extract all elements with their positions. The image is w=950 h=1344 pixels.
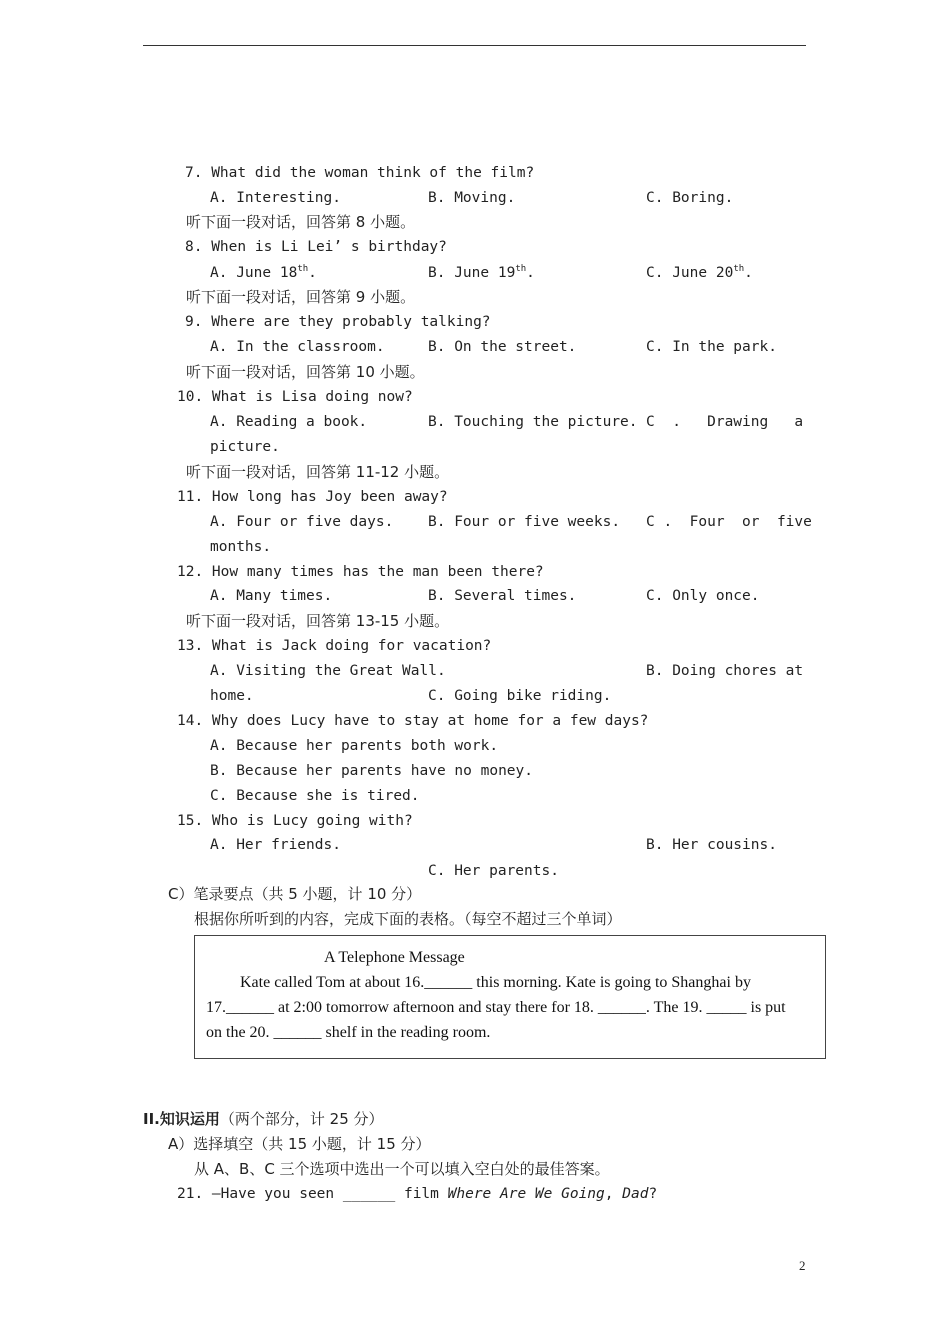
q12-option-b: B. Several times.	[428, 588, 577, 604]
instruction-9: 听下面一段对话，回答第 9 小题。	[186, 288, 416, 306]
q13-option-a: A. Visiting the Great Wall.	[210, 663, 446, 679]
question-21: 21. —Have you seen ______ film Where Are We Going, Dad?	[177, 1186, 658, 1202]
q7-option-b: B. Moving.	[428, 190, 516, 206]
question-10: 10. What is Lisa doing now?	[177, 389, 413, 405]
q8-option-b: B. June 19th.	[428, 264, 535, 281]
q12-option-a: A. Many times.	[210, 588, 333, 604]
q11-option-a: A. Four or five days.	[210, 514, 394, 530]
q11-option-b: B. Four or five weeks.	[428, 514, 621, 530]
question-7: 7. What did the woman think of the film?	[185, 165, 535, 181]
q12-option-c: C. Only once.	[646, 588, 760, 604]
section-a-instruction: 从 A、B、C 三个选项中选出一个可以填入空白处的最佳答案。	[194, 1160, 610, 1178]
section-a-title: A）选择填空（共 15 小题，计 15 分）	[168, 1135, 431, 1153]
q15-option-a: A. Her friends.	[210, 837, 341, 853]
question-12: 12. How many times has the man been there?	[177, 564, 544, 580]
q15-option-c: C. Her parents.	[428, 863, 559, 879]
question-14: 14. Why does Lucy have to stay at home for a few days?	[177, 713, 649, 729]
q11-option-c: C . Four or five	[646, 514, 812, 530]
q13-option-c: C. Going bike riding.	[428, 688, 612, 704]
q14-option-c: C. Because she is tired.	[210, 788, 420, 804]
section-ii-heading: II.知识运用（两个部分，计 25 分）	[143, 1110, 384, 1128]
q9-option-b: B. On the street.	[428, 339, 577, 355]
instruction-10: 听下面一段对话，回答第 10 小题。	[186, 363, 425, 381]
q8-option-a: A. June 18th.	[210, 264, 317, 281]
instruction-8: 听下面一段对话，回答第 8 小题。	[186, 213, 416, 231]
q11-option-c-continued: months.	[210, 539, 272, 555]
q13-option-b: B. Doing chores at	[646, 663, 804, 679]
section-c-title: C）笔录要点（共 5 小题，计 10 分）	[168, 885, 422, 903]
question-9: 9. Where are they probably talking?	[185, 314, 491, 330]
section-c-instruction: 根据你所听到的内容，完成下面的表格。（每空不超过三个单词）	[194, 910, 622, 928]
header-rule	[143, 45, 806, 46]
q10-option-c: C . Drawing a	[646, 414, 804, 430]
q9-option-a: A. In the classroom.	[210, 339, 385, 355]
question-15: 15. Who is Lucy going with?	[177, 813, 413, 829]
q7-option-a: A. Interesting.	[210, 190, 341, 206]
message-title: A Telephone Message	[324, 949, 465, 966]
q10-option-b: B. Touching the picture.	[428, 414, 638, 430]
question-8: 8. When is Li Lei’ s birthday?	[185, 239, 447, 255]
message-line-3: on the 20. ______ shelf in the reading room.	[206, 1024, 491, 1041]
instruction-11-12: 听下面一段对话，回答第 11-12 小题。	[186, 463, 450, 481]
telephone-message-box	[194, 935, 826, 1059]
q9-option-c: C. In the park.	[646, 339, 777, 355]
q7-option-c: C. Boring.	[646, 190, 734, 206]
q14-option-b: B. Because her parents have no money.	[210, 763, 534, 779]
q13-option-b-continued: home.	[210, 688, 254, 704]
page-number: 2	[799, 1258, 806, 1273]
question-11: 11. How long has Joy been away?	[177, 489, 448, 505]
q14-option-a: A. Because her parents both work.	[210, 738, 499, 754]
q10-option-a: A. Reading a book.	[210, 414, 368, 430]
q15-option-b: B. Her cousins.	[646, 837, 777, 853]
q10-option-c-continued: picture.	[210, 439, 280, 455]
message-line-1: Kate called Tom at about 16.______ this morning. Kate is going to Shanghai by	[240, 974, 751, 991]
question-13: 13. What is Jack doing for vacation?	[177, 638, 492, 654]
instruction-13-15: 听下面一段对话，回答第 13-15 小题。	[186, 612, 450, 630]
q8-option-c: C. June 20th.	[646, 264, 753, 281]
message-line-2: 17.______ at 2:00 tomorrow afternoon and stay there for 18. ______. The 19. _____ is put	[206, 999, 786, 1016]
